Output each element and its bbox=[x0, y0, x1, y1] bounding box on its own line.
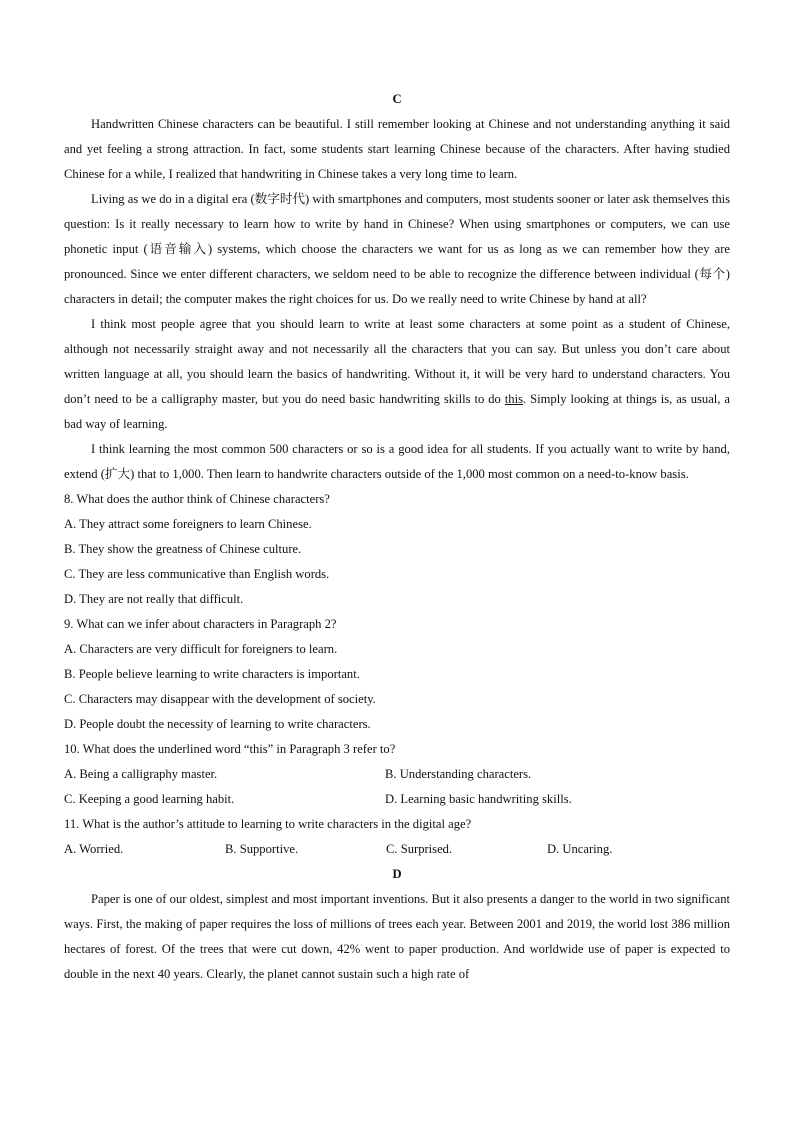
question-9-option-c: C. Characters may disappear with the development of society. bbox=[64, 692, 376, 706]
question-9-option-a: A. Characters are very difficult for foreigners to learn. bbox=[64, 642, 338, 656]
question-11-option-a: A. Worried. bbox=[64, 842, 124, 856]
question-8-option-c: C. They are less communicative than English words. bbox=[64, 567, 330, 581]
section-c-paragraph-4: I think learning the most common 500 characters or so is a good idea for all students. If you actually want to write by hand, extend (扩大) that to 1,000. Then learn to handwrite characters outside of the 1,000 most common on a need-to-know basis. bbox=[64, 442, 730, 481]
question-8-option-d: D. They are not really that difficult. bbox=[64, 592, 244, 606]
underlined-word-this: this bbox=[504, 392, 523, 406]
question-10-stem: 10. What does the underlined word “this” in Paragraph 3 refer to? bbox=[64, 742, 396, 756]
question-11-stem: 11. What is the author’s attitude to learning to write characters in the digital age? bbox=[64, 817, 472, 831]
paragraph-3-text-before: I think most people agree that you should learn to write at least some characters at some point as a student of Chinese, although not necessarily straight away and not necessarily all the characters that you can say. But unless you don’t care about written language at all, you should learn the basics of handwriting. Without it, it will be very hard to understand characters. You don’t need to be a calligraphy master, but you do need basic handwriting skills to do bbox=[64, 317, 730, 406]
question-11-option-d: D. Uncaring. bbox=[547, 842, 613, 856]
section-d-paragraph-1: Paper is one of our oldest, simplest and most important inventions. But it also presents a danger to the world in two significant ways. First, the making of paper requires the loss of millions of trees each year. Between 2001 and 2019, the world lost 386 million hectares of forest. Of the trees that were cut down, 42% went to paper production. And worldwide use of paper is expected to double in the next 40 years. Clearly, the planet cannot sustain such a high rate of bbox=[64, 892, 730, 981]
question-10-options-row-2 bbox=[64, 787, 730, 812]
paragraph-3-text-after: . Simply looking at things is, as usual, a bad way of learning. bbox=[64, 392, 730, 431]
question-8-stem: 8. What does the author think of Chinese characters? bbox=[64, 492, 330, 506]
question-10-option-b: B. Understanding characters. bbox=[385, 767, 532, 781]
document-page bbox=[64, 87, 730, 987]
question-9-option-b: B. People believe learning to write characters is important. bbox=[64, 667, 360, 681]
question-9-option-d: D. People doubt the necessity of learning to write characters. bbox=[64, 717, 371, 731]
question-10-options-row-1 bbox=[64, 762, 730, 787]
question-10-option-d: D. Learning basic handwriting skills. bbox=[385, 792, 572, 806]
question-11-option-b: B. Supportive. bbox=[225, 842, 299, 856]
section-c-paragraph-1: Handwritten Chinese characters can be beautiful. I still remember looking at Chinese and not understanding anything it said and yet feeling a strong attraction. In fact, some students start learning Chinese because of the characters. After having studied Chinese for a while, I realized that handwriting in Chinese takes a very long time to learn. bbox=[64, 117, 730, 181]
section-c-heading: C bbox=[392, 92, 402, 106]
question-8-option-b: B. They show the greatness of Chinese culture. bbox=[64, 542, 302, 556]
question-9-stem: 9. What can we infer about characters in Paragraph 2? bbox=[64, 617, 337, 631]
section-c-paragraph-2: Living as we do in a digital era (数字时代) with smartphones and computers, most students sooner or later ask themselves this question: Is it really necessary to learn how to write by hand in Chinese? When using smartphones or computers, we can use phonetic input (语音输入) systems, which choose the characters we want for us as long as we can remember how they are pronounced. Since we enter different characters, we seldom need to be able to recognize the difference between individual (每个) characters in detail; the computer makes the right choices for us. Do we really need to write Chinese by hand at all? bbox=[64, 192, 731, 306]
section-d-heading: D bbox=[392, 867, 402, 881]
question-10-option-c: C. Keeping a good learning habit. bbox=[64, 792, 235, 806]
question-11-options-row bbox=[64, 837, 730, 862]
question-8-option-a: A. They attract some foreigners to learn Chinese. bbox=[64, 517, 312, 531]
question-11-option-c: C. Surprised. bbox=[386, 842, 453, 856]
question-10-option-a: A. Being a calligraphy master. bbox=[64, 767, 218, 781]
section-c-paragraph-3 bbox=[64, 312, 730, 437]
